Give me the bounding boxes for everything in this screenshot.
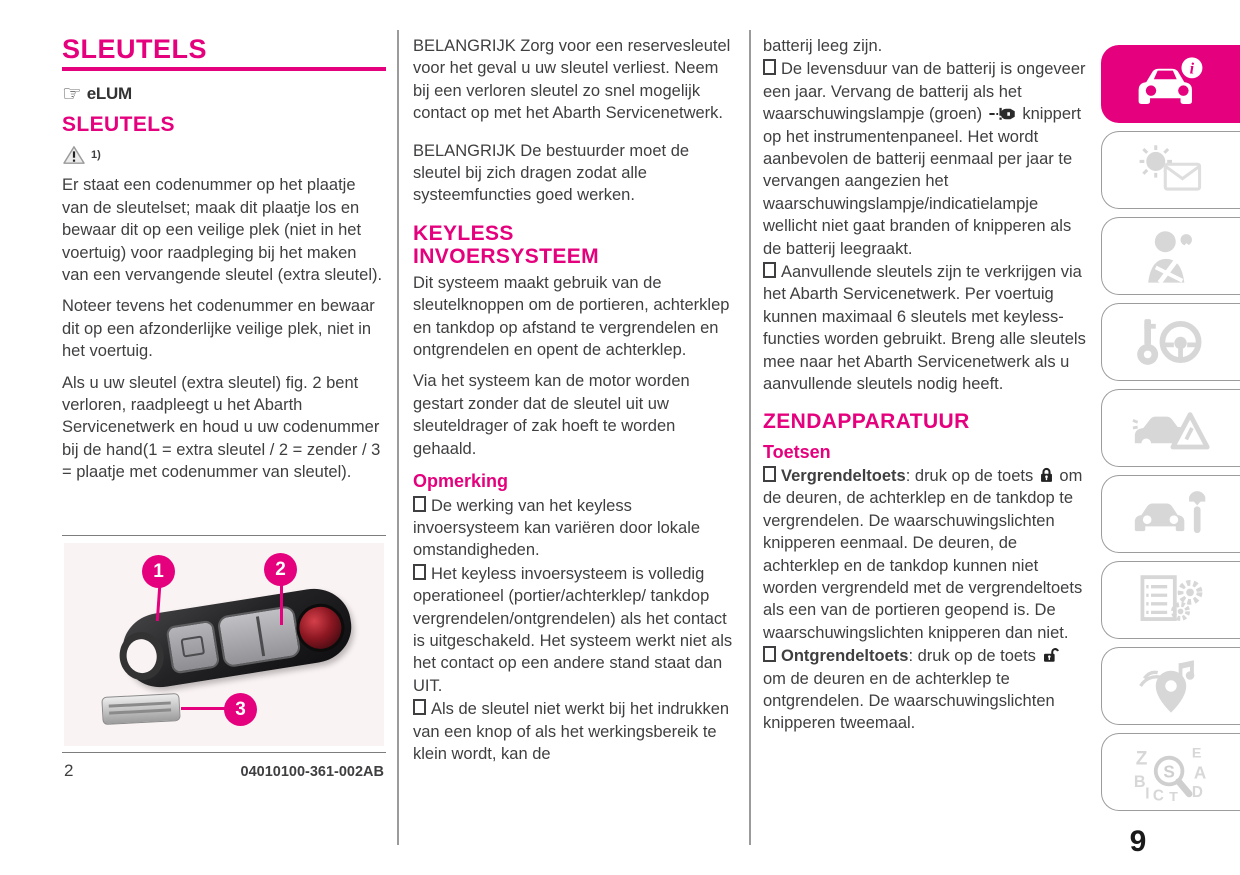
page-number: 9 bbox=[1129, 825, 1147, 858]
important-paragraph: BELANGRIJK Zorg voor een reservesleutel voor het geval u uw sleutel verliest. Neem bij een verloren sleutel zo snel mogelijk contact op met het Abarth Servicenetwerk. bbox=[413, 37, 731, 123]
car-info-icon bbox=[1131, 55, 1211, 113]
chapter-tab-bar bbox=[1101, 45, 1240, 819]
callout-3: 3 bbox=[224, 693, 257, 726]
figure-footer bbox=[64, 761, 384, 781]
figure-number: 2 bbox=[64, 761, 74, 780]
multimedia-icon bbox=[1131, 657, 1211, 715]
callout-2: 2 bbox=[264, 553, 297, 586]
sidebar-tab-multimedia[interactable] bbox=[1101, 647, 1240, 725]
key-figure bbox=[62, 535, 386, 791]
abarth-badge bbox=[293, 600, 348, 655]
sidebar-tab-starting-driving[interactable] bbox=[1101, 303, 1240, 381]
important-paragraph: BELANGRIJK De bestuurder moet de sleutel bij zich dragen zodat alle systeemfuncties goed werken. bbox=[413, 141, 690, 205]
section-title-zendapparatuur: ZENDAPPARATUUR bbox=[763, 409, 970, 433]
figure-separator bbox=[62, 752, 386, 753]
sidebar-tab-safety[interactable] bbox=[1101, 217, 1240, 295]
callout-line bbox=[280, 585, 283, 625]
svg-text:C: C bbox=[1152, 787, 1164, 801]
warning-note-ref: 1) bbox=[91, 148, 101, 161]
lights-messages-icon bbox=[1131, 141, 1211, 199]
key-blade-image bbox=[101, 693, 180, 725]
sidebar-tab-vehicle-info[interactable] bbox=[1101, 45, 1240, 123]
sidebar-tab-technical-data[interactable] bbox=[1101, 561, 1240, 639]
index-search-icon bbox=[1131, 743, 1211, 801]
note-heading: Opmerking bbox=[413, 471, 509, 492]
title-underline bbox=[62, 67, 386, 71]
svg-text:D: D bbox=[1191, 783, 1203, 801]
column-divider bbox=[397, 30, 399, 845]
bullet-item: Aanvullende sleutels zijn te verkrijgen via het Abarth Servicenetwerk. Per voertuig kunnen maximaal 6 sleutels met keyless-functies worden gebruikt. Breng alle sleutels mee naar het Abarth Servicenetwerk als u aanvullende sleutels nodig heeft. bbox=[763, 263, 1086, 394]
svg-text:i: i bbox=[1189, 59, 1194, 78]
bullet-item: Vergrendeltoets: druk op de toets om de deuren, de achterklep en de tankdop te vergrendelen. De waarschuwingslichten knipperen eenmaal. De deuren, de achterklep en de tankdop kunnen niet worden vergrendeld met de vergrendeltoets als een van de portieren geopend is. De waarschuwingslichten knipperen dan niet. bbox=[763, 466, 1083, 642]
pointing-hand-icon: ☞ bbox=[62, 80, 82, 106]
sidebar-tab-lights-messages[interactable] bbox=[1101, 131, 1240, 209]
page-title: SLEUTELS bbox=[62, 34, 208, 64]
elum-row bbox=[62, 80, 386, 106]
section-title-sleutels: SLEUTELS bbox=[62, 112, 175, 136]
square-bullet-icon bbox=[763, 262, 776, 278]
right-column bbox=[763, 35, 1086, 736]
subheading-toetsen: Toetsen bbox=[763, 441, 831, 462]
bullet-item: Als de sleutel niet werkt bij het indrukken van een knop of als het werkingsbereik te klein wordt, kan de bbox=[413, 700, 730, 763]
lock-unlock-buttons bbox=[216, 605, 301, 669]
section-title-keyless: KEYLESS INVOERSYSTEEM bbox=[413, 221, 600, 268]
key-steering-icon bbox=[1131, 313, 1211, 371]
square-bullet-icon bbox=[413, 564, 426, 580]
left-column bbox=[62, 35, 386, 493]
svg-text:E: E bbox=[1191, 745, 1202, 762]
square-bullet-icon bbox=[763, 466, 776, 482]
emergency-triangle-icon bbox=[1131, 399, 1211, 457]
square-bullet-icon bbox=[413, 496, 426, 512]
warning-row bbox=[62, 144, 386, 166]
svg-text:Z: Z bbox=[1135, 748, 1148, 770]
middle-column bbox=[413, 35, 736, 766]
bullet-item: Ontgrendeltoets: druk op de toets om de deuren en de achterklep te ontgrendelen. De waarschuwingslichten knipperen tweemaal. bbox=[763, 645, 1086, 735]
lock-closed-icon bbox=[1040, 467, 1053, 483]
square-bullet-icon bbox=[413, 699, 426, 715]
svg-text:I: I bbox=[1145, 785, 1150, 801]
paragraph: Via het systeem kan de motor worden gestart zonder dat de sleutel uit uw sleuteldrager of zak hoeft te worden gehaald. bbox=[413, 372, 690, 458]
trunk-button bbox=[165, 620, 220, 675]
paragraph: Noteer tevens het codenummer en bewaar dit op een afzonderlijke veilige plek, niet in het voertuig. bbox=[62, 297, 375, 361]
svg-text:S: S bbox=[1163, 761, 1175, 782]
svg-text:A: A bbox=[1193, 762, 1207, 783]
column-divider bbox=[749, 30, 751, 845]
paragraph: Dit systeem maakt gebruik van de sleutelknoppen om de portieren, achterklep en tankdop op afstand te vergrendelen en ontgrendelen en opent de achterklep. bbox=[413, 273, 730, 360]
bullet-item: De werking van het keyless invoersysteem kan variëren door lokale omstandigheden. bbox=[413, 496, 701, 560]
elum-label: eLUM bbox=[86, 83, 132, 103]
key-fob-image bbox=[118, 583, 357, 692]
safety-seatbelt-icon bbox=[1131, 227, 1211, 285]
specs-gears-icon bbox=[1131, 571, 1211, 629]
svg-text:T: T bbox=[1169, 789, 1178, 801]
figure-code: 04010100-361-002AB bbox=[240, 764, 384, 780]
key-warning-light-icon bbox=[989, 107, 1016, 121]
lock-open-icon bbox=[1043, 647, 1059, 663]
key-photo bbox=[64, 543, 384, 746]
callout-1: 1 bbox=[142, 555, 175, 588]
continuation-text: batterij leeg zijn. bbox=[763, 37, 883, 55]
bullet-item: Het keyless invoersysteem is volledig operationeel (portier/achterklep/ tankdop vergrendelen/ontgrendelen) als het contact is uitgeschakeld. Het systeem werkt niet als het contact op een andere stand staat dan UIT. bbox=[413, 564, 733, 695]
sidebar-tab-maintenance[interactable] bbox=[1101, 475, 1240, 553]
callout-line bbox=[181, 707, 226, 710]
sidebar-tab-index[interactable] bbox=[1101, 733, 1240, 811]
sidebar-tab-emergency[interactable] bbox=[1101, 389, 1240, 467]
warning-triangle-icon bbox=[62, 145, 86, 165]
square-bullet-icon bbox=[763, 59, 776, 75]
square-bullet-icon bbox=[763, 646, 776, 662]
paragraph: Er staat een codenummer op het plaatje van de sleutelset; maak dit plaatje los en bewaar dit op een veilige plek (niet in het voertuig) voor raadpleging bij het maken van een vervangende sleutel (extra sleutel). bbox=[62, 176, 383, 284]
car-wrench-icon bbox=[1131, 485, 1211, 543]
bullet-item: De levensduur van de batterij is ongeveer een jaar. Vervang de batterij als het waarschuwingslampje (groen) knippert op het instrumentenpaneel. Het wordt aanbevolen de batterij eenmaal per jaar te vervangen aangezien het waarschuwingslampje/indicatielampje wellicht niet gaat branden of knipperen als de batterij leegraakt. bbox=[763, 60, 1086, 258]
paragraph: Als u uw sleutel (extra sleutel) fig. 2 bent verloren, raadpleegt u het Abarth Servicenetwerk en houd u uw codenummer bij de hand(1 = extra sleutel / 2 = zender / 3 = plaatje met codenummer van sleutel). bbox=[62, 373, 381, 482]
key-ring bbox=[116, 629, 167, 683]
svg-text:B: B bbox=[1133, 773, 1146, 792]
